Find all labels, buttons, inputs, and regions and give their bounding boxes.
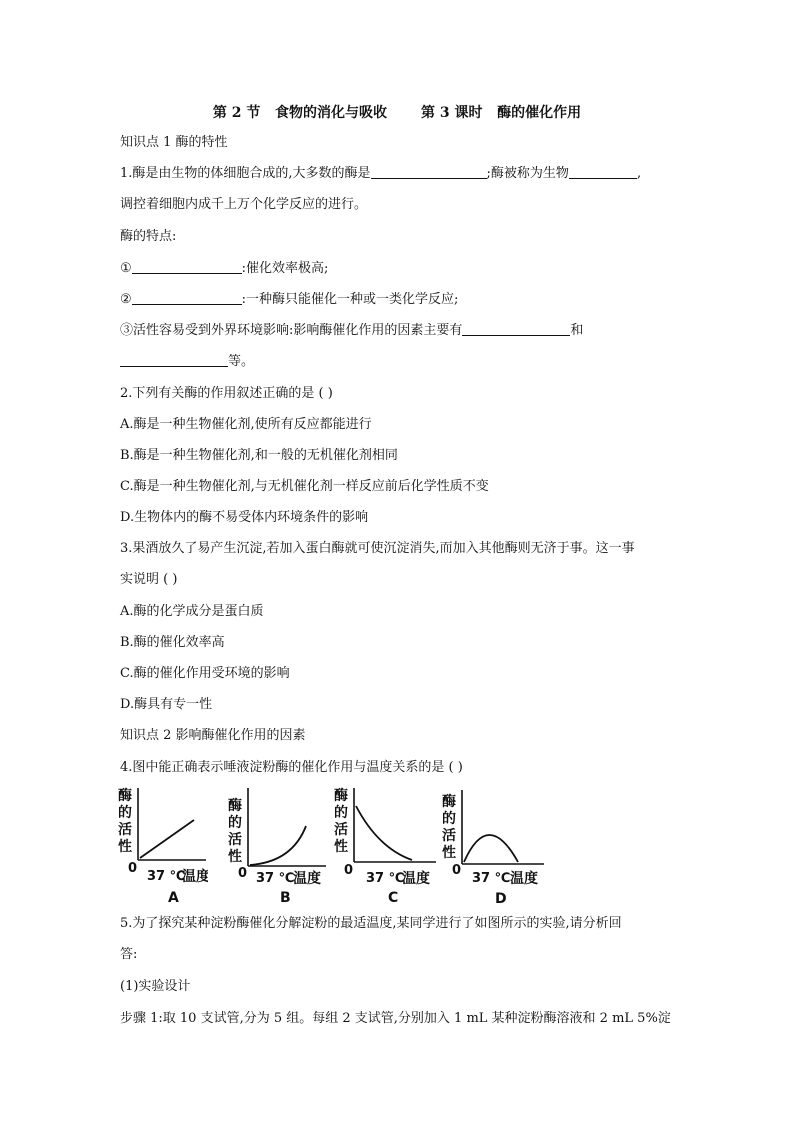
xtick-label: 37 ℃ — [472, 871, 511, 886]
activity-curve — [464, 835, 518, 862]
q2-stem: 2.下列有关酶的作用叙述正确的是 ( ) — [120, 386, 333, 401]
ylabel-char: 活 — [228, 832, 242, 848]
ylabel-char: 活 — [118, 822, 132, 838]
feature-2 — [120, 291, 458, 309]
answer-blank[interactable] — [132, 260, 242, 274]
feature-text: ③活性容易受到外界环境影响:影响酶催化作用的因素主要有 — [120, 323, 463, 338]
feature-text: 和 — [570, 323, 584, 338]
q5-experiment-design: (1)实验设计 — [120, 979, 191, 994]
feature-text: :催化效率极高; — [241, 261, 329, 276]
ylabel-char: 活 — [334, 822, 348, 838]
ylabel-char: 酶 — [442, 794, 456, 810]
origin-label: 0 — [128, 861, 138, 876]
xaxis-label: 温度 — [293, 871, 321, 887]
q5-line-1: 5.为了探究某种淀粉酶催化分解淀粉的最适温度,某同学进行了如图所示的实验,请分析回 — [120, 916, 622, 931]
activity-curve — [250, 826, 306, 865]
xtick-label: 37 ℃ — [256, 871, 295, 886]
q1-text-b: ;酶被称为生物 — [486, 166, 569, 181]
ylabel-char: 性 — [442, 845, 456, 861]
feature-1 — [120, 260, 328, 278]
ylabel-char: 酶 — [228, 798, 242, 814]
q1-text-a: 1.酶是由生物的体细胞合成的,大多数的酶是 — [120, 166, 371, 181]
q2-option-c: C.酶是一种生物催化剂,与无机催化剂一样反应前后化学性质不变 — [120, 479, 489, 494]
q2-option-b: B.酶是一种生物催化剂,和一般的无机催化剂相同 — [120, 448, 398, 463]
ylabel-char: 性 — [228, 849, 242, 865]
origin-label: 0 — [238, 866, 248, 881]
q1-text-c: , — [636, 166, 642, 181]
graph-label: D — [495, 891, 507, 906]
feature-number: ① — [120, 261, 132, 276]
ylabel-char: 酶 — [334, 788, 348, 804]
answer-blank[interactable] — [132, 291, 242, 305]
knowledge-point-1: 知识点 1 酶的特性 — [120, 135, 228, 150]
q1-line-1 — [120, 165, 641, 183]
ylabel-char: 性 — [334, 839, 348, 855]
answer-blank[interactable] — [120, 353, 228, 367]
enzyme-features-heading: 酶的特点: — [120, 229, 177, 244]
ylabel-char: 的 — [334, 805, 348, 821]
xaxis-label: 温度 — [510, 871, 538, 887]
q5-step-1: 步骤 1:取 10 支试管,分为 5 组。每组 2 支试管,分别加入 1 mL 某种淀粉酶溶液和 2 mL 5%淀 — [120, 1011, 671, 1026]
graph-a-svg — [116, 786, 208, 906]
activity-curve — [356, 806, 412, 860]
feature-text: :一种酶只能催化一种或一类化学反应; — [241, 292, 459, 307]
q2-option-a: A.酶是一种生物催化剂,使所有反应都能进行 — [120, 417, 372, 432]
graph-d — [440, 786, 550, 910]
ylabel-char: 活 — [442, 828, 456, 844]
graph-label: A — [168, 890, 179, 906]
origin-label: 0 — [344, 863, 354, 878]
graph-label: C — [388, 890, 399, 906]
xaxis-label: 温度 — [182, 869, 208, 885]
q3-stem-2: 实说明 ( ) — [120, 572, 178, 587]
ylabel-char: 的 — [118, 805, 132, 821]
feature-number: ② — [120, 292, 132, 307]
ylabel-char: 的 — [228, 815, 242, 831]
activity-curve — [140, 820, 194, 858]
q5-line-2: 答: — [120, 947, 138, 962]
answer-blank[interactable] — [569, 165, 637, 179]
q3-option-c: C.酶的催化作用受环境的影响 — [120, 666, 290, 681]
q3-option-d: D.酶具有专一性 — [120, 697, 213, 712]
graph-a — [116, 786, 208, 910]
xaxis-label: 温度 — [402, 871, 430, 887]
answer-blank[interactable] — [462, 322, 570, 336]
knowledge-point-2: 知识点 2 影响酶催化作用的因素 — [120, 728, 306, 743]
q3-option-a: A.酶的化学成分是蛋白质 — [120, 604, 264, 619]
feature-3 — [120, 322, 583, 340]
xtick-label: 37 ℃ — [147, 869, 186, 884]
graph-b — [226, 786, 330, 910]
q3-stem-1: 3.果酒放久了易产生沉淀,若加入蛋白酶就可使沉淀消失,而加入其他酶则无济于事。这一事 — [120, 541, 635, 556]
ylabel-char: 性 — [118, 839, 132, 855]
q1-line-2: 调控着细胞内成千上万个化学反应的进行。 — [120, 197, 368, 212]
ylabel-char: 酶 — [118, 788, 132, 804]
xtick-label: 37 ℃ — [366, 871, 405, 886]
graph-c — [332, 786, 440, 910]
origin-label: 0 — [452, 863, 462, 878]
graph-d-svg — [440, 786, 550, 906]
graph-label: B — [280, 890, 291, 906]
q3-option-b: B.酶的催化效率高 — [120, 635, 225, 650]
graph-b-svg — [226, 786, 330, 906]
page-title: 第 2 节 食物的消化与吸收 第 3 课时 酶的催化作用 — [212, 105, 582, 121]
ylabel-char: 的 — [442, 811, 456, 827]
feature-3-cont — [120, 353, 254, 371]
answer-blank[interactable] — [371, 165, 487, 179]
graph-c-svg — [332, 786, 440, 906]
feature-text: 等。 — [228, 354, 255, 369]
q4-stem: 4.图中能正确表示唾液淀粉酶的催化作用与温度关系的是 ( ) — [120, 760, 463, 775]
q2-option-d: D.生物体内的酶不易受体内环境条件的影响 — [120, 510, 369, 525]
